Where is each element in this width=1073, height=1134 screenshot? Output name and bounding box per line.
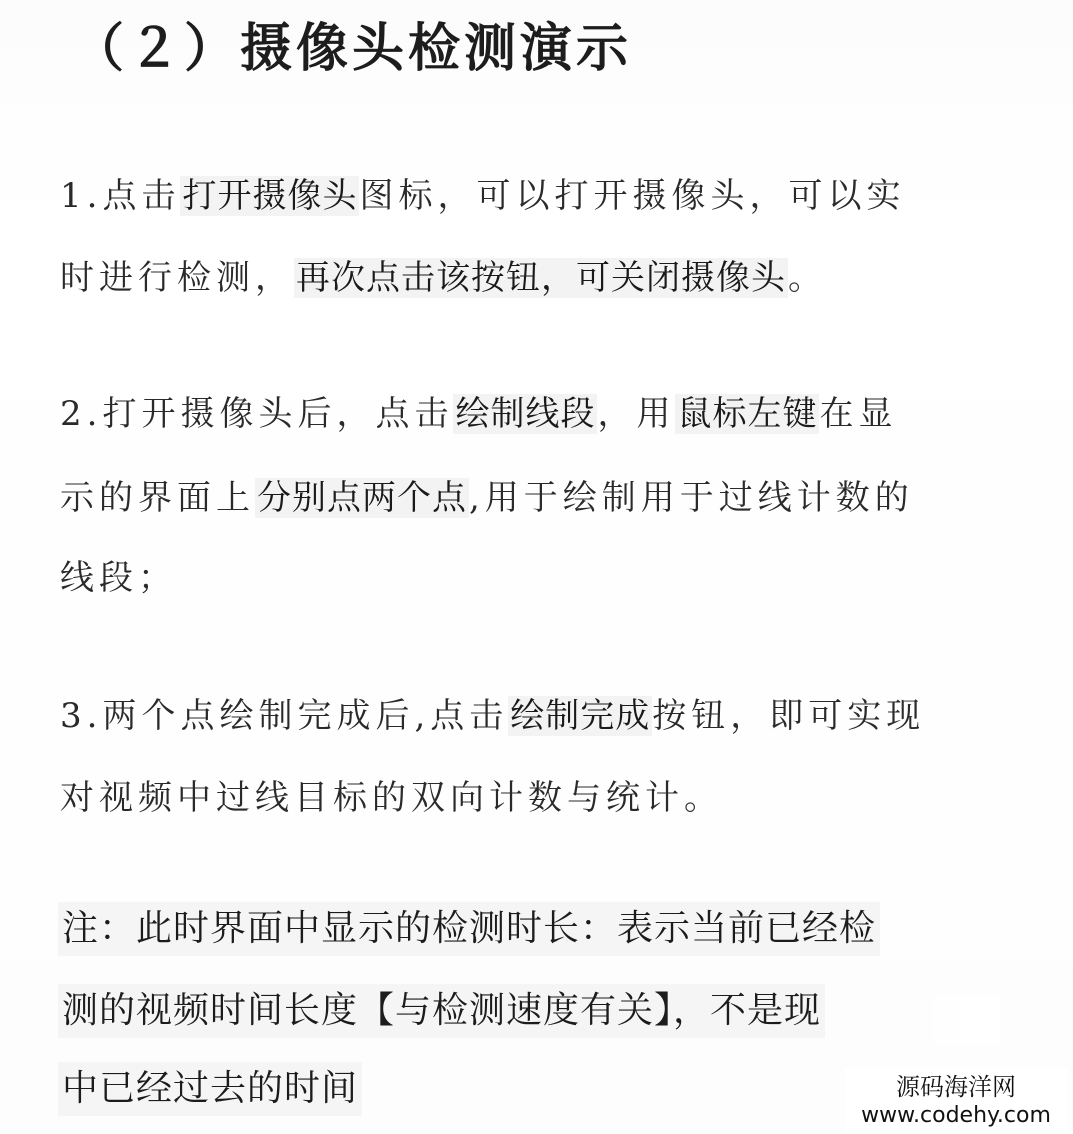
step2-line2-highlight: 分别点两个点 [257, 478, 467, 518]
note-line1: 注：此时界面中显示的检测时长：表示当前已经检 [58, 902, 880, 956]
step1-line1-pre: 1.点击 [60, 176, 181, 216]
step3-line1-highlight: 绘制完成 [510, 696, 651, 736]
step2-line1-pre: 2.打开摄像头后，点击 [60, 394, 454, 434]
step2-line1 [60, 390, 897, 438]
step2-line1-highlight2: 鼠标左键 [677, 394, 818, 434]
step1-line2-pre: 时进行检测， [60, 258, 294, 298]
step1-line1-post: 图标，可以打开摄像头，可以实 [359, 176, 906, 216]
step2-line2 [60, 474, 914, 522]
step1-line1 [60, 172, 905, 220]
step2-line3: 线段； [60, 558, 177, 598]
step2-line1-mid: ，用 [597, 394, 676, 434]
watermark [845, 1068, 1067, 1132]
blur-overlay [920, 995, 1000, 1045]
step1-line2-post: 。 [788, 258, 827, 298]
section-title: （２）摄像头检测演示 [72, 18, 633, 79]
step1-line2-highlight: 再次点击该按钮，可关闭摄像头 [296, 258, 786, 298]
note-line2: 测的视频时间长度【与检测速度有关】，不是现 [58, 984, 825, 1038]
step2-line1-highlight1: 绘制线段 [455, 394, 596, 434]
watermark-url: www.codehy.com [861, 1103, 1051, 1128]
step3-line1-post: 按钮，即可实现 [652, 696, 926, 736]
step3-line1-pre: 3.两个点绘制完成后,点击 [60, 696, 509, 736]
step1-line2 [60, 254, 827, 302]
step2-line1-post: 在显 [819, 394, 898, 434]
step2-line2-post: ,用于绘制用于过线计数的 [469, 478, 914, 518]
note-line3: 中已经过去的时间 [58, 1062, 362, 1116]
watermark-name: 源码海洋网 [896, 1073, 1016, 1101]
step3-line1 [60, 692, 925, 740]
step3-line2: 对视频中过线目标的双向计数与统计。 [60, 778, 723, 818]
step1-line1-highlight: 打开摄像头 [182, 176, 358, 216]
step2-line2-pre: 示的界面上 [60, 478, 255, 518]
